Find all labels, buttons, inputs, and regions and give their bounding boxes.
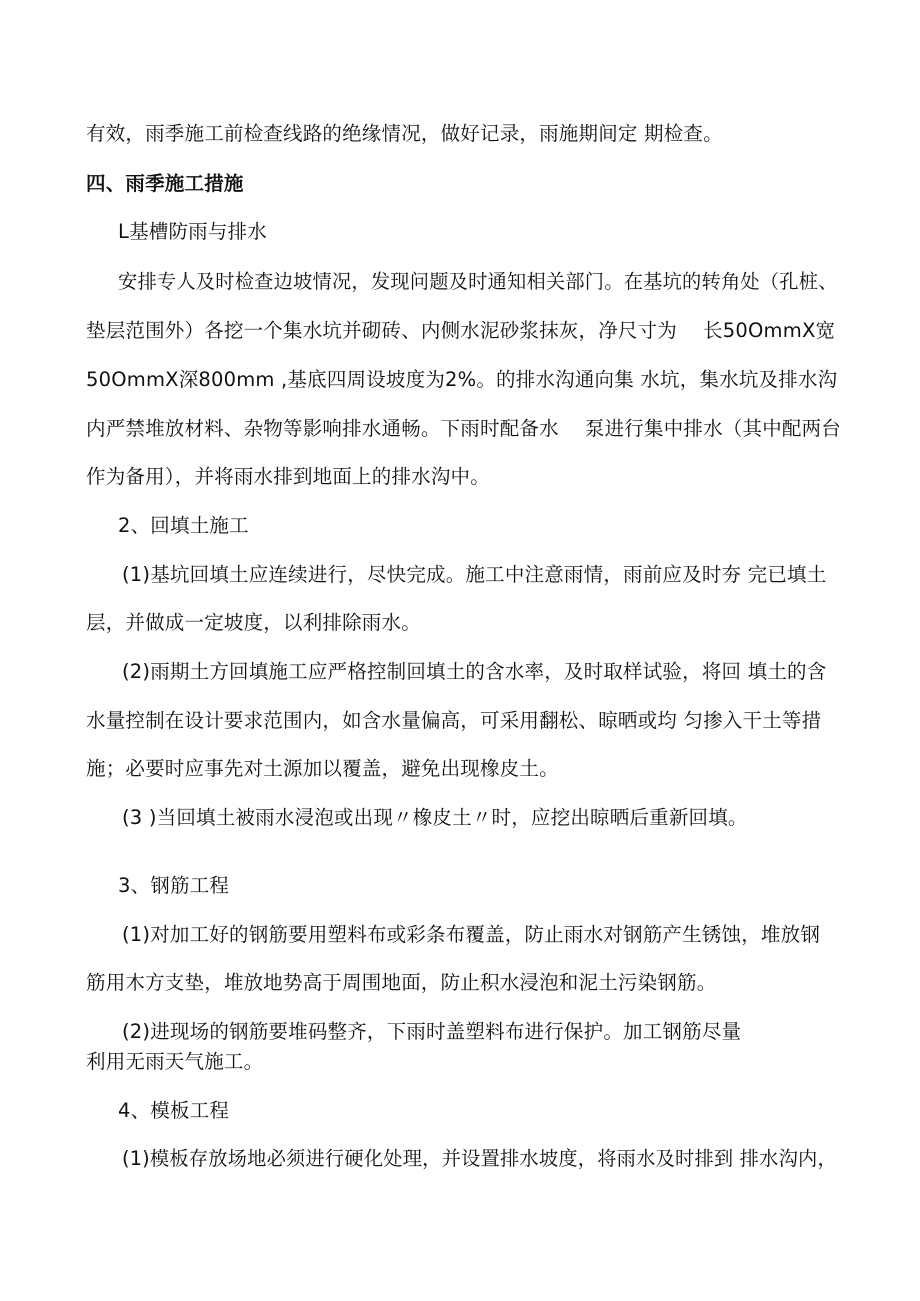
subsection-heading: L基槽防雨与排水 [118,220,267,243]
subsection-heading: 2、回填土施工 [118,514,249,537]
text-line: 利用无雨天气施工。 [86,1050,264,1073]
text-line: 安排专人及时检查边坡情况，发现问题及时通知相关部门。在基坑的转角处（孔桩、 [118,270,838,293]
text-line: 有效，雨季施工前检查线路的绝缘情况，做好记录，雨施期间定 期检查。 [86,122,723,145]
section-heading: 四、雨季施工措施 [86,172,244,195]
text-line: (2)进现场的钢筋要堆码整齐，下雨时盖塑料布进行保护。加工钢筋尽量 [122,1020,742,1043]
text-line: (1)基坑回填土应连续进行，尽快完成。施工中注意雨情，雨前应及时夯 完已填土 [122,563,827,586]
text-line: (1)模板存放场地必须进行硬化处理，并设置排水坡度，将雨水及时排到 排水沟内， [122,1147,837,1170]
text-line: (1)对加工好的钢筋要用塑料布或彩条布覆盖，防止雨水对钢筋产生锈蚀，堆放钢 [122,923,821,946]
text-line: 层，并做成一定坡度，以利排除雨水。 [86,611,421,634]
text-line: 筋用木方支垫，堆放地势高于周围地面，防止积水浸泡和泥土污染钢筋。 [86,971,717,994]
text-line: (2)雨期土方回填施工应严格控制回填土的含水率，及时取样试验，将回 填土的含 [122,660,827,683]
text-line: 施；必要时应事先对土源加以覆盖，避免出现橡皮土。 [86,757,559,780]
text-line: 水量控制在设计要求范围内，如含水量偏高，可采用翻松、晾晒或均 匀掺入干土等措 [86,709,822,732]
text-line: 作为备用），并将雨水排到地面上的排水沟中。 [86,465,490,488]
text-line: (3 )当回填土被雨水浸泡或出现〃橡皮土〃时，应挖出晾晒后重新回填。 [122,806,748,829]
text-line: 50OmmX深800mm ,基底四周设坡度为2%。的排水沟通向集 水坑，集水坑及排水沟 [86,368,838,391]
text-line: 垫层范围外）各挖一个集水坑并砌砖、内侧水泥砂浆抹灰，净尺寸为 长50OmmX宽 [86,319,836,342]
text-line: 内严禁堆放材料、杂物等影响排水通畅。下雨时配备水 泵进行集中排水（其中配两台 [86,417,841,440]
subsection-heading: 4、模板工程 [118,1099,230,1122]
subsection-heading: 3、钢筋工程 [118,874,230,897]
